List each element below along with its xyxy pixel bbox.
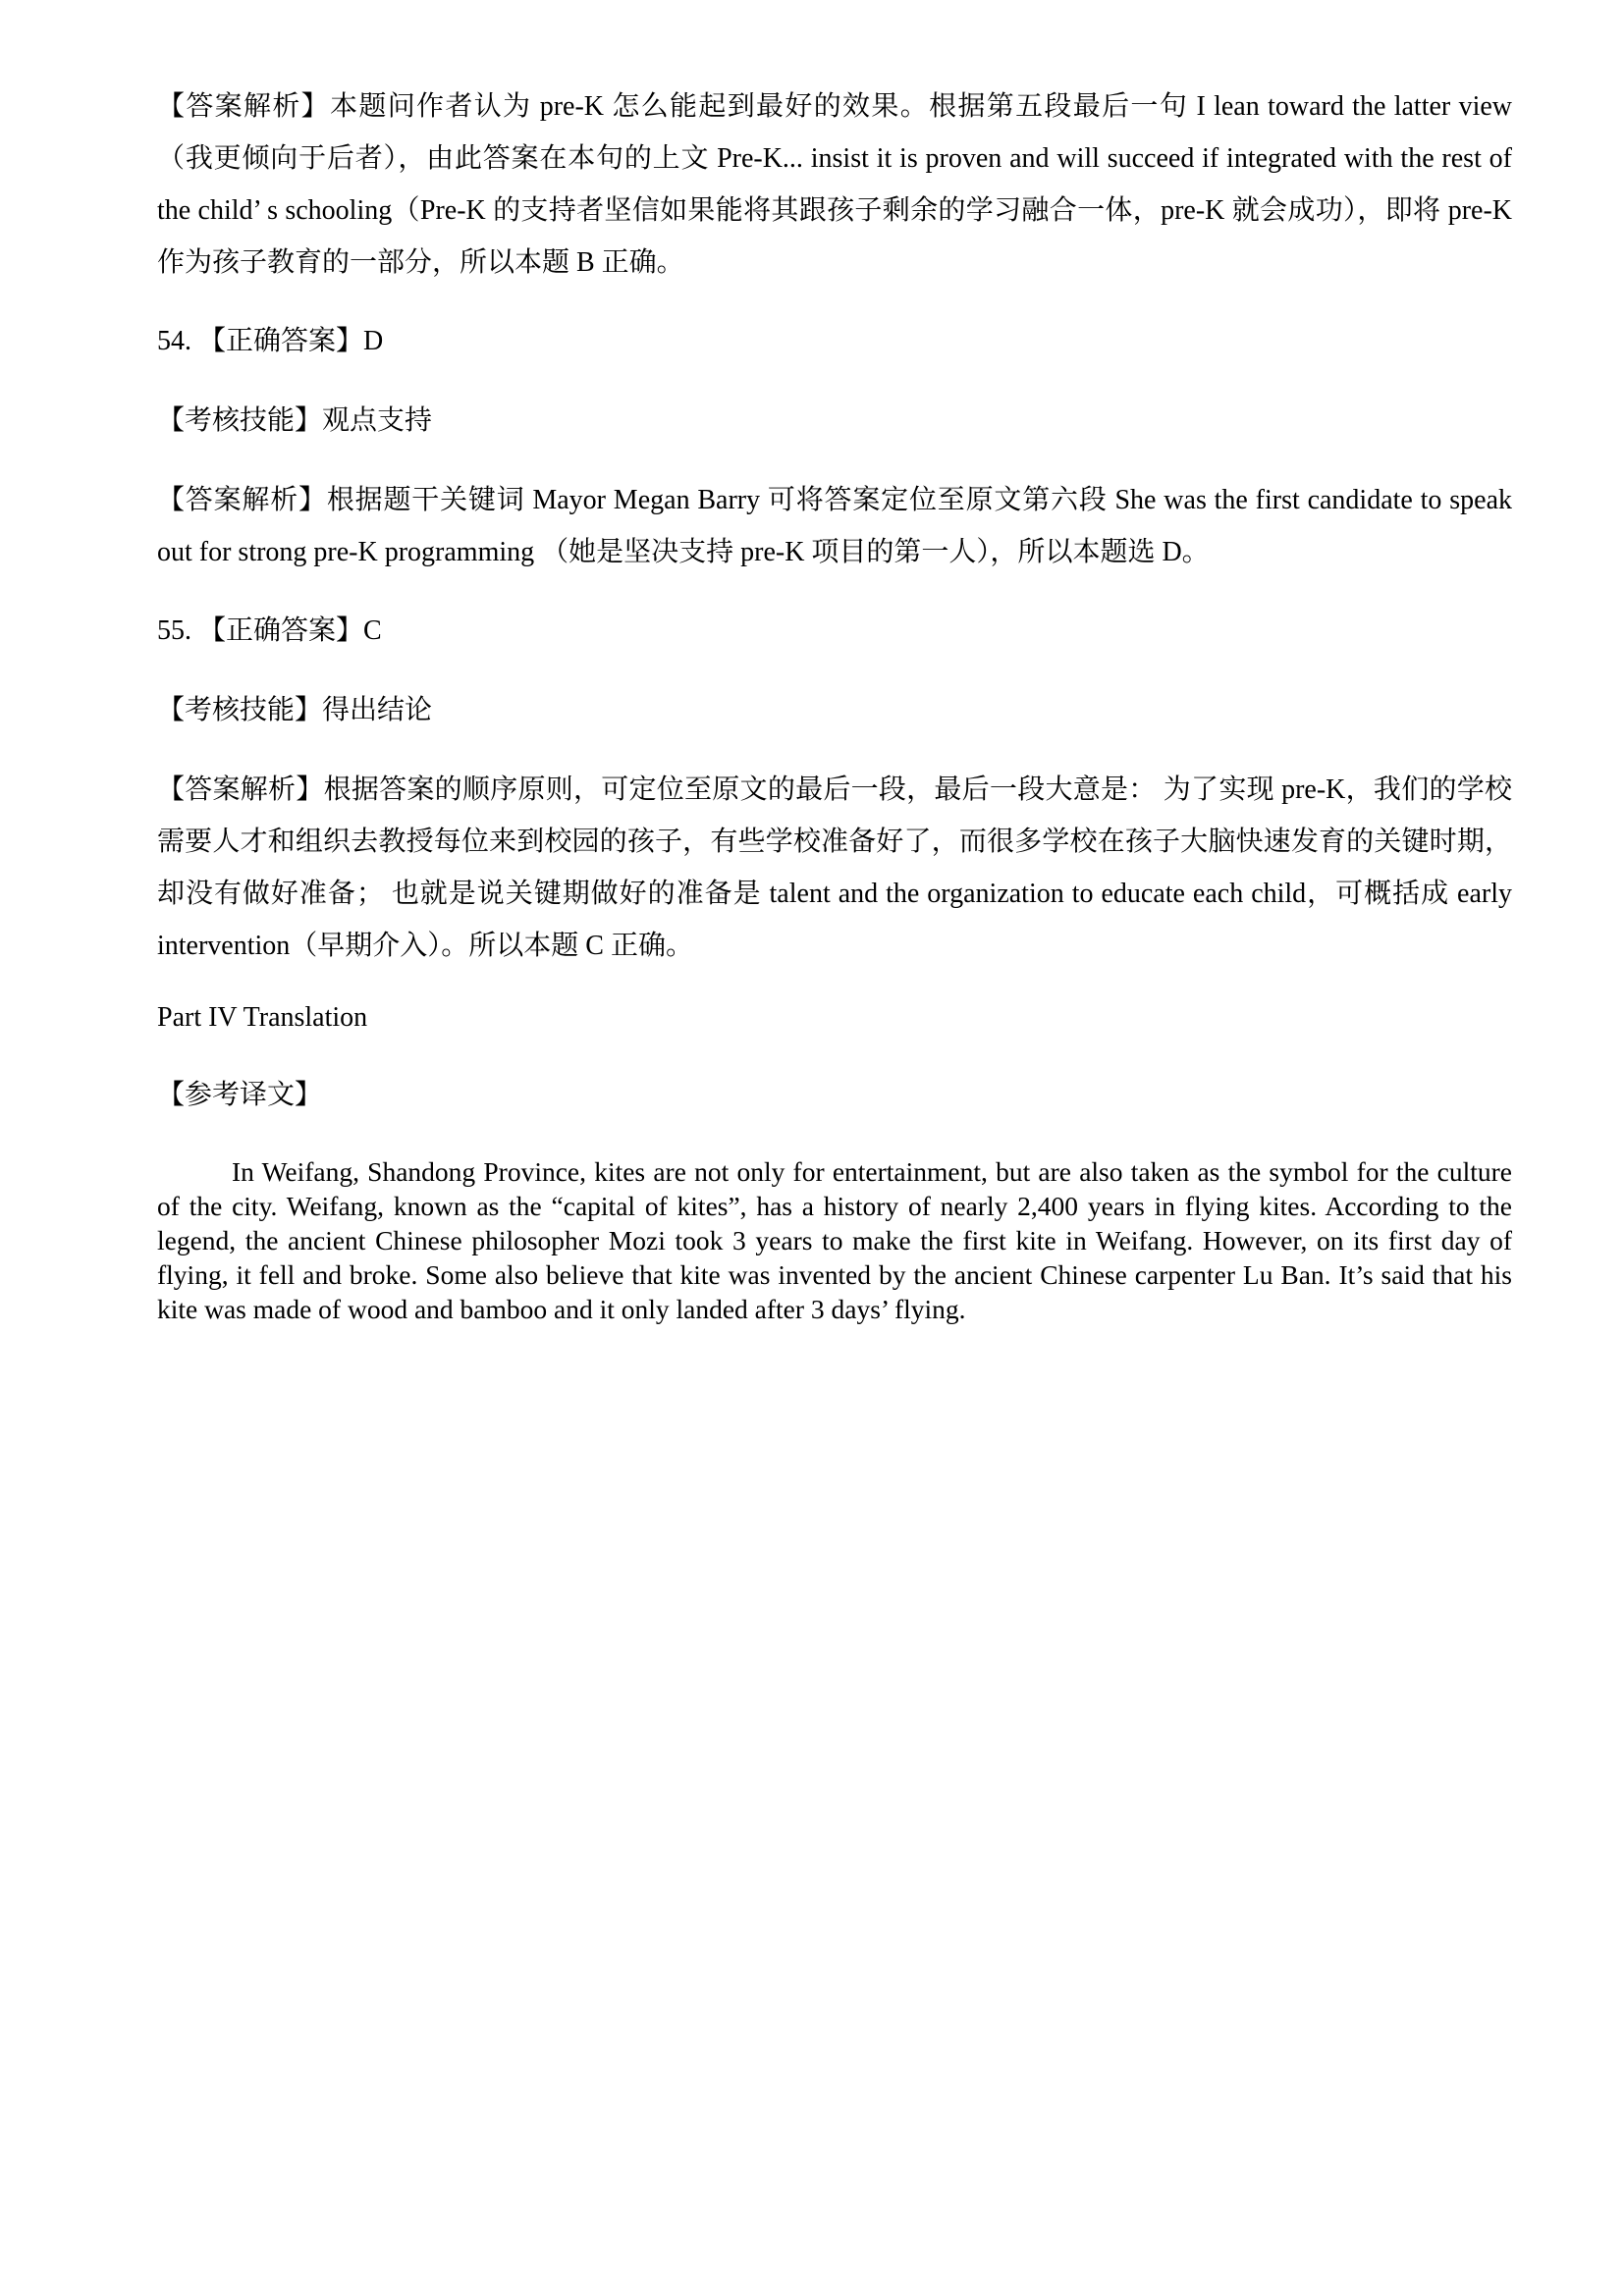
- q55-answer: 55. 【正确答案】C: [157, 615, 382, 646]
- part4-heading: Part IV Translation: [157, 1002, 368, 1033]
- q53-analysis: 【答案解析】本题问作者认为 pre-K 怎么能起到最好的效果。根据第五段最后一句 I lean toward the latter view（我更倾向于后者），由此答案在本句的上文 Pre-K... insist it is proven and will succeed if integrated with the rest of the child’ s schooling（Pre-K 的支持者坚信如果能将其跟孩子剩余的学习融合一体，pre-K 就会成功），即将 pre-K 作为孩子教育的一部分，所以本题 B 正确。: [157, 91, 1512, 278]
- document-page: [157, 80, 1512, 1326]
- reference-translation-text: In Weifang, Shandong Province, kites are not only for entertainment, but are also taken as the symbol for the culture of the city. Weifang, known as the “capital of kites”, has a history of nearly 2,400 years in flying kites. According to the legend, the ancient Chinese philosopher Mozi took 3 years to make the first kite in Weifang. However, on its first day of flying, it fell and broke. Some also believe that kite was invented by the ancient Chinese carpenter Lu Ban. It’s said that his kite was made of wood and bamboo and it only landed after 3 days’ flying.: [157, 1156, 1512, 1324]
- reference-translation-label: 【参考译文】: [157, 1080, 323, 1110]
- q54-analysis: 【答案解析】根据题干关键词 Mayor Megan Barry 可将答案定位至原文第六段 She was the first candidate to speak out for strong pre-K programming （她是坚决支持 pre-K 项目的第一人），所以本题选 D。: [157, 485, 1512, 567]
- q54-answer: 54. 【正确答案】D: [157, 326, 384, 356]
- q54-skill: 【考核技能】观点支持: [157, 405, 433, 436]
- q55-analysis: 【答案解析】根据答案的顺序原则，可定位至原文的最后一段，最后一段大意是： 为了实现 pre-K，我们的学校需要人才和组织去教授每位来到校园的孩子，有些学校准备好了，而很多学校在孩子大脑快速发育的关键时期，却没有做好准备； 也就是说关键期做好的准备是 talent and the organization to educate each child，可概括成 early intervention（早期介入）。所以本题 C 正确。: [157, 774, 1512, 961]
- q55-skill: 【考核技能】得出结论: [157, 695, 433, 725]
